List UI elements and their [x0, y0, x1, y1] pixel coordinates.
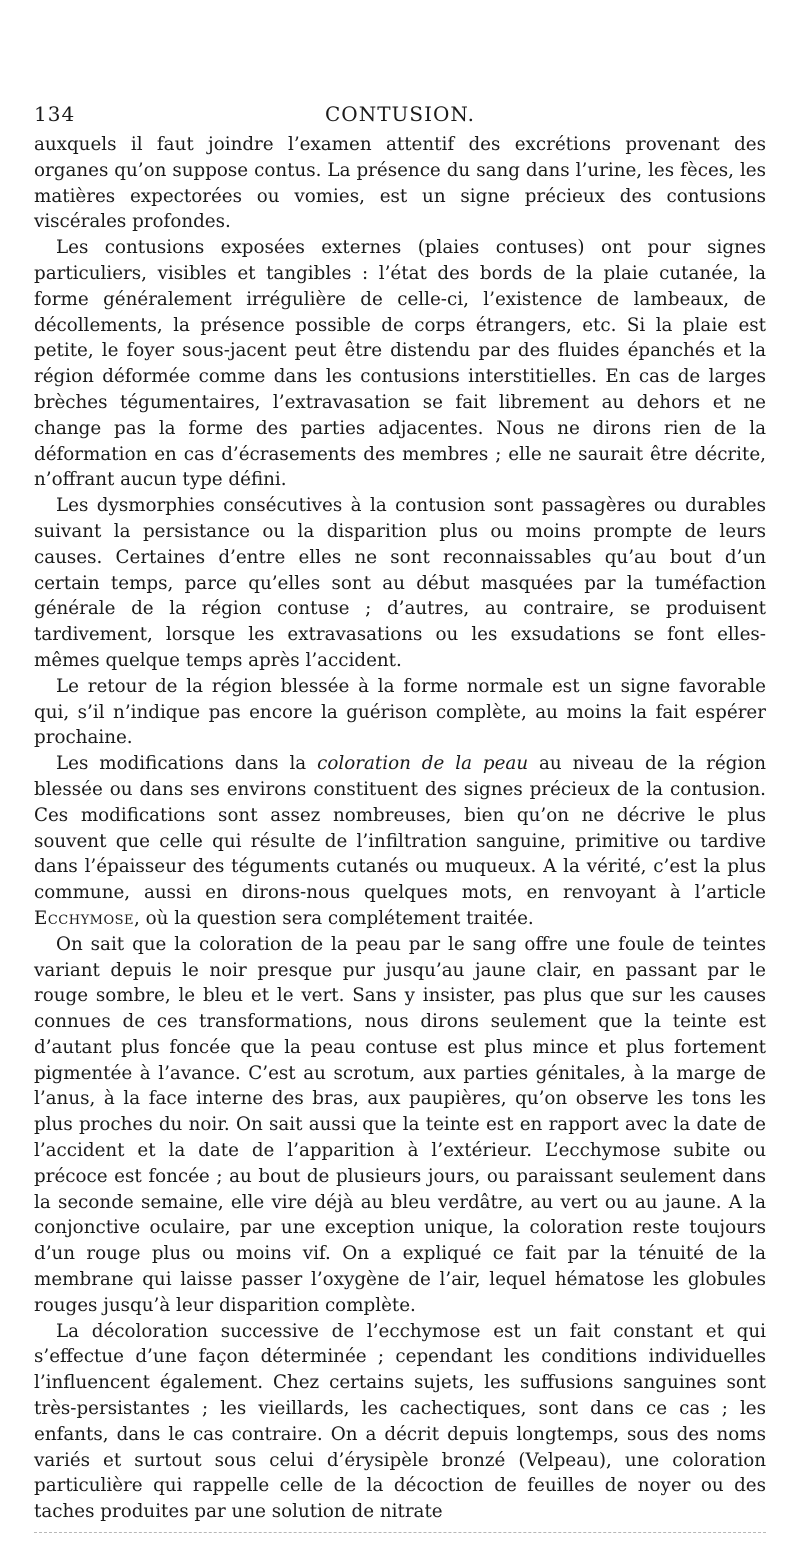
running-header [34, 102, 766, 132]
paragraph-4: Le retour de la région blessée à la forme normale est un signe favorable qui, s’il n’indique pas encore la guérison complète, au moins la fait espérer prochaine. [34, 675, 766, 749]
paragraph-5-text-middle: au niveau de la région blessée ou dans ses environs constituent des signes précieux de la contusion. Ces modifications sont assez nombreuses, bien qu’on ne décrive le plus souvent que celle qui résulte de l’infiltration sanguine, primitive ou tardive dans l’épaisseur des téguments cutanés ou muqueux. A la vérité, c’est la plus commune, aussi en dirons-nous quelques mots, en renvoyant à l’article [34, 753, 766, 904]
paragraph-6: On sait que la coloration de la peau par le sang offre une foule de teintes variant depuis le noir presque pur jusqu’au jaune clair, en passant par le rouge sombre, le bleu et le vert. Sans y insister, pas plus que sur les causes connues de ces transformations, nous dirons seulement que la teinte est d’autant plus foncée que la peau contuse est plus mince et plus fortement pigmentée à l’avance. C’est au scrotum, aux parties génitales, à la marge de l’anus, à la face interne des bras, aux paupières, qu’on observe les tons les plus proches du noir. On sait aussi que la teinte est en rapport avec la date de l’accident et la date de l’apparition à l’extérieur. L’ecchymose subite ou précoce est foncée ; au bout de plusieurs jours, ou paraissant seulement dans la seconde semaine, elle vire déjà au bleu verdâtre, au vert ou au jaune. A la conjonctive oculaire, par une exception unique, la coloration reste toujours d’un rouge plus ou moins vif. On a expliqué ce fait par la ténuité de la membrane qui laisse passer l’oxygène de l’air, lequel hématose les globules rouges jusqu’à leur disparition complète. [34, 933, 766, 1316]
page-bottom-rule [34, 1532, 766, 1533]
paragraph-5-text-end: , où la question sera complétement traitée. [134, 907, 534, 929]
paragraph-2: Les contusions exposées externes (plaies contuses) ont pour signes particuliers, visibles et tangibles : l’état des bords de la plaie cutanée, la forme généralement irrégulière de celle-ci, l’existence de lambeaux, de décollements, la présence possible de corps étrangers, etc. Si la plaie est petite, le foyer sous-jacent peut être distendu par des fluides épanchés et la région déformée comme dans les contusions interstitielles. En cas de larges brèches tégumentaires, l’extravasation se fait librement au dehors et ne change pas la forme des parties adjacentes. Nous ne dirons rien de la déformation en cas d’écrasements des membres ; elle ne saurait être décrite, n’offrant aucun type défini. [34, 237, 766, 491]
paragraph-1: auxquels il faut joindre l’examen attentif des excrétions provenant des organes qu’on suppose contus. La présence du sang dans l’urine, les fèces, les matières expectorées ou vomies, est un signe précieux des contusions viscérales profondes. [34, 134, 766, 233]
paragraph-5 [34, 751, 766, 932]
paragraph-7: La décoloration successive de l’ecchymose est un fait constant et qui s’effectue d’une façon déterminée ; cependant les conditions individuelles l’influencent également. Chez certains sujets, les suffusions sanguines sont très-persistantes ; les vieillards, les cachectiques, sont dans ce cas ; les enfants, dans le cas contraire. On a décrit depuis longtemps, sous des noms variés et surtout sous celui d’érysipèle bronzé (Velpeau), une coloration particulière qui rappelle celle de la décoction de feuilles de noyer ou des taches produites par une solution de nitrate [34, 1320, 766, 1523]
document-page [34, 102, 766, 1525]
body-text [34, 132, 766, 1525]
page-number: 134 [34, 102, 76, 126]
paragraph-5-text-start: Les modifications dans la [56, 753, 318, 775]
paragraph-3: Les dysmorphies consécutives à la contusion sont passagères ou durables suivant la persistance ou la disparition plus ou moins prompte de leurs causes. Certaines d’entre elles ne sont reconnaissables qu’au bout d’un certain temps, parce qu’elles sont au début masquées par la tuméfaction générale de la région contuse ; d’autres, au contraire, se produisent tardivement, lorsque les extravasations ou les exsudations se font elles-mêmes quelque temps après l’accident. [34, 495, 766, 671]
article-reference: Ecchymose [34, 907, 135, 929]
paragraph-5-italic-term: coloration de la peau [317, 753, 529, 775]
header-title: CONTUSION. [325, 102, 475, 126]
